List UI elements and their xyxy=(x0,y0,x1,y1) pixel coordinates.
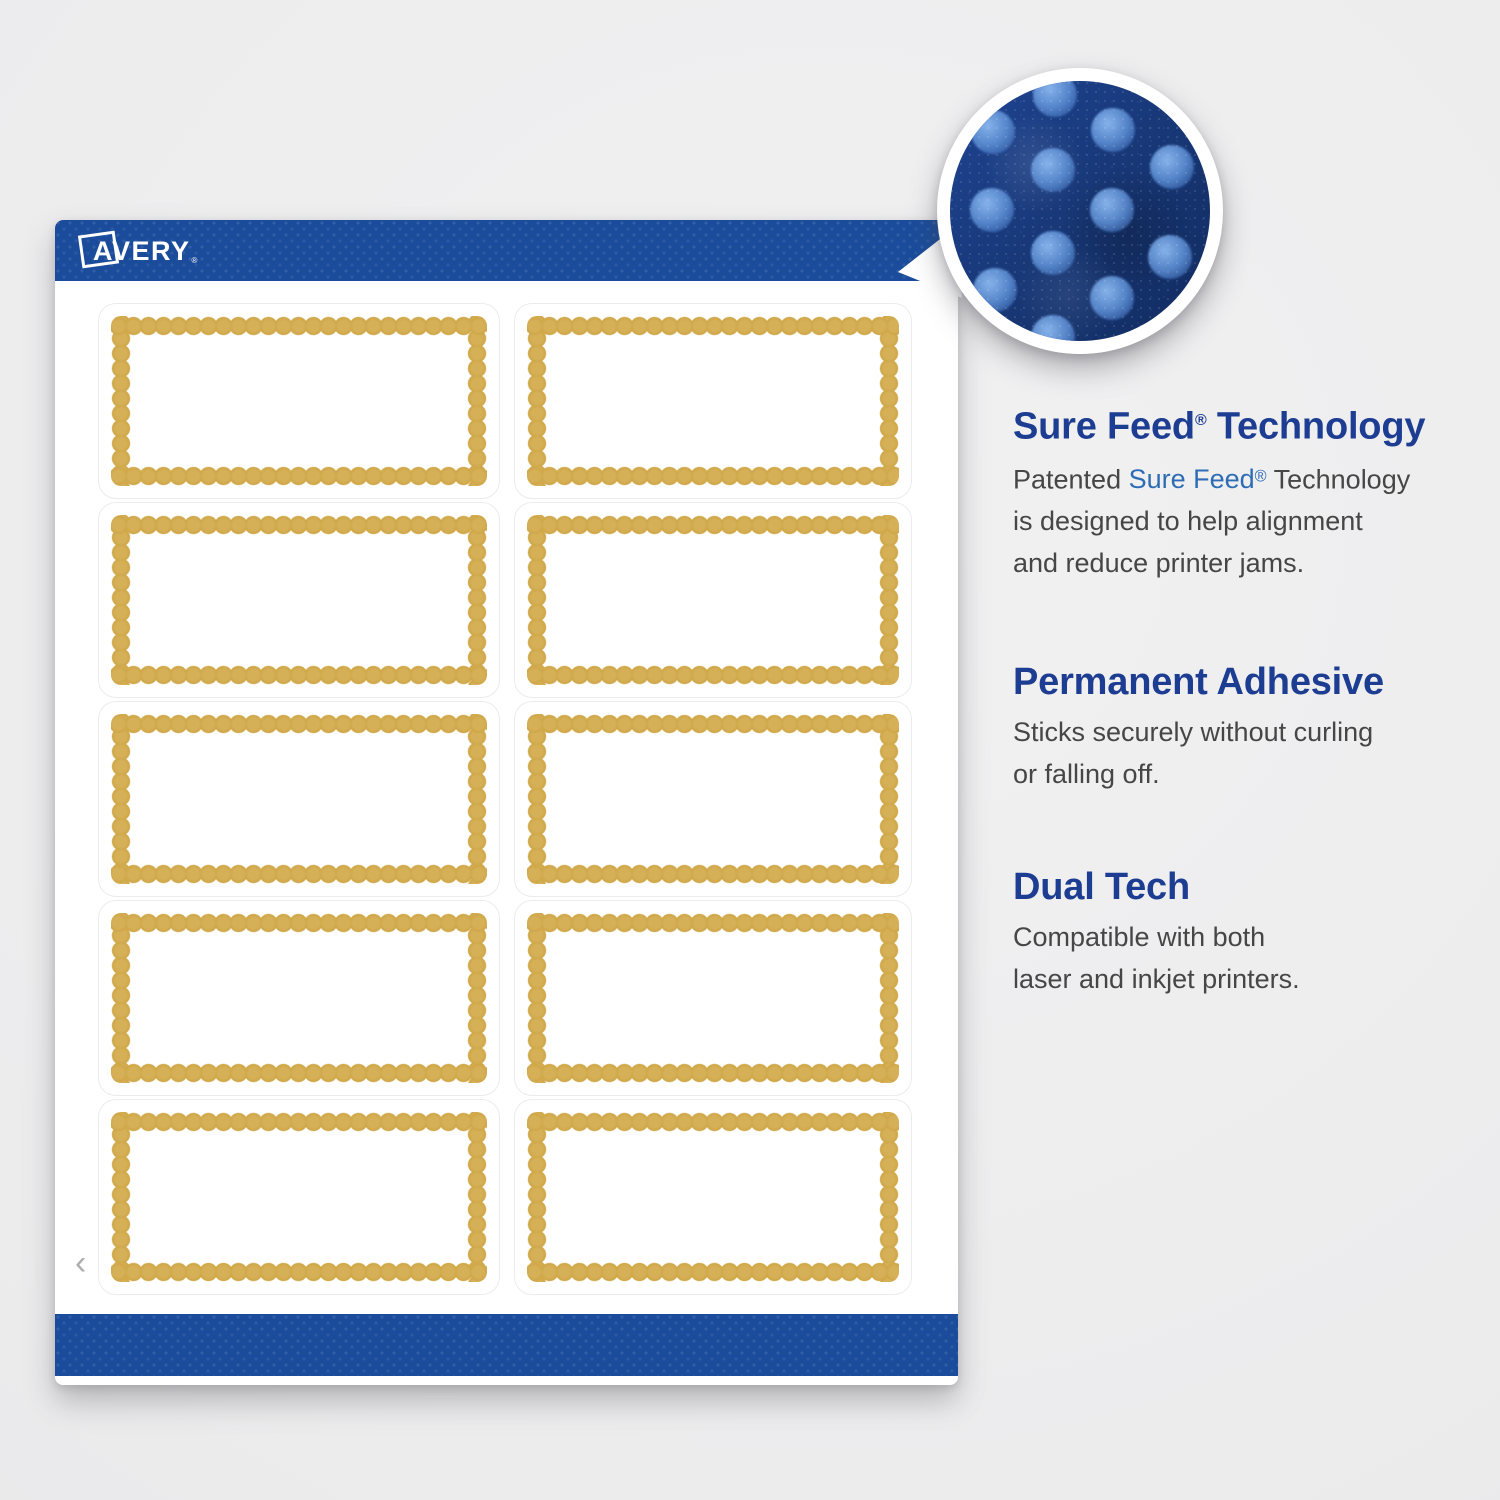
feature-body xyxy=(1013,456,1483,584)
feature-body xyxy=(1013,711,1483,795)
material-dot xyxy=(1031,148,1075,192)
label-sticker xyxy=(514,900,912,1096)
zoom-callout xyxy=(937,68,1223,354)
feature-heading: Permanent Adhesive xyxy=(1013,661,1384,704)
feature-heading: Dual Tech xyxy=(1013,866,1190,909)
label-sticker xyxy=(98,502,500,698)
label-dot-border xyxy=(527,913,899,1083)
material-dot xyxy=(1031,315,1075,341)
material-dot xyxy=(1091,108,1135,152)
label-dot-border xyxy=(111,316,487,486)
feature-body-line: and reduce printer jams. xyxy=(1013,548,1305,579)
features-panel xyxy=(1013,398,1483,1000)
avery-logo-text: AVERY xyxy=(93,235,191,266)
material-dot xyxy=(971,110,1015,154)
header-band xyxy=(55,220,958,281)
feature-body-line: is designed to help alignment xyxy=(1013,506,1363,537)
feature-heading: Sure Feed® Technology xyxy=(1013,405,1426,448)
label-dot-border xyxy=(527,515,899,685)
material-dot xyxy=(1031,231,1075,275)
material-dot xyxy=(1090,276,1134,320)
label-dot-border xyxy=(527,316,899,486)
label-sticker xyxy=(514,502,912,698)
feature-body-line: or falling off. xyxy=(1013,759,1160,790)
label-sticker xyxy=(98,303,500,499)
sure-feed-brand-text: Sure Feed® xyxy=(1128,464,1267,495)
material-dot xyxy=(1033,81,1077,117)
feature-sure-feed xyxy=(1013,398,1483,584)
label-sticker xyxy=(514,701,912,897)
feature-body-line: Sticks securely without curling xyxy=(1013,717,1374,748)
label-sticker xyxy=(514,303,912,499)
material-dot xyxy=(1150,145,1194,189)
label-dot-border xyxy=(111,714,487,884)
labels-grid xyxy=(98,303,912,1295)
die-cut-arrow-icon: ‹ xyxy=(75,1244,87,1282)
registered-mark: ® xyxy=(1254,467,1267,486)
feature-body-line: Compatible with both xyxy=(1013,922,1266,953)
registered-mark: ® xyxy=(1194,412,1207,429)
feature-body xyxy=(1013,916,1483,1000)
label-dot-border xyxy=(527,1112,899,1282)
material-dot xyxy=(970,188,1014,232)
material-dot xyxy=(1148,235,1192,279)
label-dot-border xyxy=(111,515,487,685)
label-sticker xyxy=(98,1099,500,1295)
feature-permanent-adhesive xyxy=(1013,659,1483,795)
label-sticker xyxy=(98,900,500,1096)
feature-dual-tech xyxy=(1013,864,1483,1000)
avery-logo xyxy=(80,231,197,271)
material-dot xyxy=(973,268,1017,312)
avery-logo-registered-mark: ® xyxy=(191,256,198,265)
feature-body-line: laser and inkjet printers. xyxy=(1013,964,1300,995)
label-dot-border xyxy=(111,913,487,1083)
label-sticker xyxy=(514,1099,912,1295)
label-sheet xyxy=(55,220,958,1385)
material-dot xyxy=(1090,188,1134,232)
label-sticker xyxy=(98,701,500,897)
label-dot-border xyxy=(111,1112,487,1282)
label-dot-border xyxy=(527,714,899,884)
feature-body-line: Patented Sure Feed® Technology xyxy=(1013,464,1411,495)
material-closeup-photo xyxy=(950,81,1210,341)
footer-band xyxy=(55,1314,958,1376)
